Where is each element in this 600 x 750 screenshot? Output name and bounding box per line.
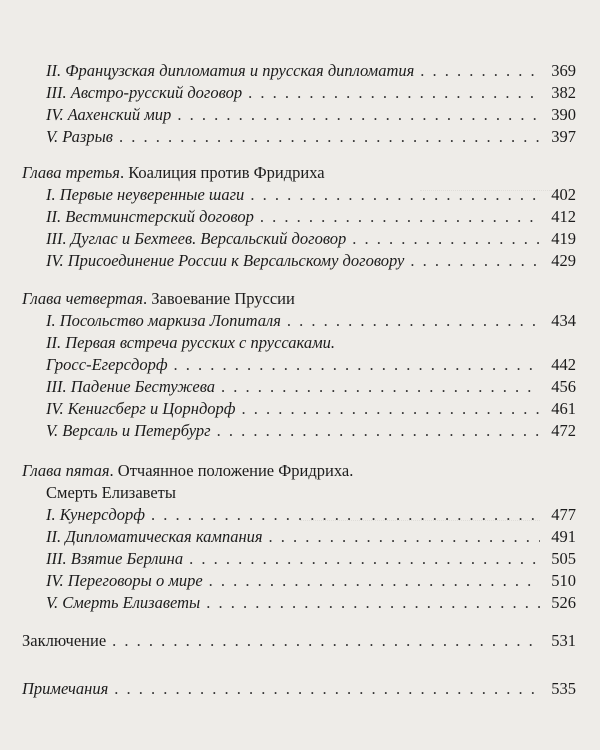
- leader-dots: [206, 592, 540, 614]
- leader-dots: [287, 310, 540, 332]
- toc-entry[interactable]: [46, 60, 576, 82]
- chapter-5-title-continued: Смерть Елизаветы: [46, 483, 176, 502]
- toc-entry-title: Гросс-Егерсдорф: [46, 355, 168, 374]
- leader-dots: [410, 250, 540, 272]
- toc-entry-page: 442: [551, 355, 576, 374]
- toc-entry-title: III. Австро-русский договор: [46, 83, 243, 102]
- toc-entry-title: V. Версаль и Петербург: [46, 421, 211, 440]
- toc-entry-title: I. Кунерсдорф: [46, 505, 145, 524]
- toc-entry[interactable]: [46, 376, 576, 398]
- toc-entry-page: 510: [551, 571, 576, 590]
- toc-entry-title: II. Французская дипломатия и прусская дипломатия: [46, 61, 415, 80]
- leader-dots: [242, 398, 540, 420]
- toc-entry-page: 390: [551, 105, 576, 124]
- toc-entry-page: 382: [551, 83, 576, 102]
- toc-entry[interactable]: [46, 184, 576, 206]
- toc-entry-title: IV. Кенигсберг и Цорндорф: [46, 399, 236, 418]
- toc-entry[interactable]: [46, 526, 576, 548]
- leader-dots: [112, 630, 540, 652]
- toc-entry-title: III. Падение Бестужева: [46, 377, 215, 396]
- chapter-label: Глава пятая: [22, 461, 110, 480]
- toc-entry-title: IV. Переговоры о мире: [46, 571, 203, 590]
- chapter-3-heading[interactable]: [22, 162, 325, 184]
- toc-entry-title: IV. Аахенский мир: [46, 105, 172, 124]
- toc-entry-title: I. Первые неуверенные шаги: [46, 185, 245, 204]
- leader-dots: [269, 526, 540, 548]
- toc-entry-title: I. Посольство маркиза Лопиталя: [46, 311, 281, 330]
- leader-dots: [352, 228, 540, 250]
- leader-dots: [177, 104, 540, 126]
- toc-entry[interactable]: [46, 592, 576, 614]
- toc-entry[interactable]: [46, 82, 576, 104]
- toc-entry-page: 412: [551, 207, 576, 226]
- toc-entry-page: 461: [551, 399, 576, 418]
- toc-entry[interactable]: [46, 504, 576, 526]
- toc-entry-page: 419: [551, 229, 576, 248]
- toc-entry-page: 429: [551, 251, 576, 270]
- leader-dots: [260, 206, 540, 228]
- toc-entry[interactable]: [46, 354, 576, 376]
- toc-entry-page: 402: [551, 185, 576, 204]
- toc-entry[interactable]: [46, 332, 576, 354]
- toc-entry[interactable]: [46, 206, 576, 228]
- toc-entry[interactable]: [46, 398, 576, 420]
- chapter-title: . Отчаянное положение Фридриха.: [109, 461, 354, 480]
- leader-dots: [151, 504, 540, 526]
- leader-dots: [114, 678, 540, 700]
- chapter-label: Глава третья: [22, 163, 120, 182]
- chapter-5-heading[interactable]: [22, 460, 353, 482]
- chapter-title: . Коалиция против Фридриха: [119, 163, 325, 182]
- leader-dots: [119, 126, 540, 148]
- toc-entry[interactable]: [46, 228, 576, 250]
- toc-entry-page: 535: [551, 679, 576, 698]
- leader-dots: [248, 82, 540, 104]
- toc-entry-page: 491: [551, 527, 576, 546]
- toc-entry-title: Заключение: [22, 631, 107, 650]
- leader-dots: [250, 184, 540, 206]
- toc-entry[interactable]: [46, 420, 576, 442]
- toc-entry[interactable]: [46, 250, 576, 272]
- toc-entry-page: 531: [551, 631, 576, 650]
- toc-entry[interactable]: [46, 126, 576, 148]
- toc-entry[interactable]: [46, 310, 576, 332]
- toc-entry-page: 456: [551, 377, 576, 396]
- toc-entry-page: 369: [551, 61, 576, 80]
- toc-entry-page: 434: [551, 311, 576, 330]
- toc-entry-title: II. Вестминстерский договор: [46, 207, 254, 226]
- toc-entry[interactable]: [46, 548, 576, 570]
- leader-dots: [221, 376, 540, 398]
- toc-entry-title: II. Дипломатическая кампания: [46, 527, 263, 546]
- chapter-title: . Завоевание Пруссии: [143, 289, 295, 308]
- toc-entry-title: V. Смерть Елизаветы: [46, 593, 201, 612]
- toc-entry-notes[interactable]: [22, 678, 576, 700]
- toc-entry-title: III. Взятие Берлина: [46, 549, 184, 568]
- toc-entry-title: II. Первая встреча русских с пруссаками.: [46, 333, 336, 352]
- toc-entry-page: 477: [551, 505, 576, 524]
- toc-entry-page: 505: [551, 549, 576, 568]
- leader-dots: [217, 420, 540, 442]
- chapter-label: Глава четвертая: [22, 289, 144, 308]
- leader-dots: [189, 548, 540, 570]
- toc-entry-title: IV. Присоединение России к Версальскому договору: [46, 251, 405, 270]
- leader-dots: [174, 354, 540, 376]
- toc-entry-conclusion[interactable]: [22, 630, 576, 652]
- leader-dots: [420, 60, 540, 82]
- toc-entry-title: III. Дуглас и Бехтеев. Версальский договор: [46, 229, 347, 248]
- toc-entry-page: 397: [551, 127, 576, 146]
- toc-entry-title: Примечания: [22, 679, 109, 698]
- toc-entry-page: 472: [551, 421, 576, 440]
- toc-entry-title: V. Разрыв: [46, 127, 113, 146]
- chapter-4-heading[interactable]: [22, 288, 295, 310]
- leader-dots: [209, 570, 540, 592]
- toc-entry-page: 526: [551, 593, 576, 612]
- toc-entry[interactable]: [46, 104, 576, 126]
- toc-entry[interactable]: [46, 570, 576, 592]
